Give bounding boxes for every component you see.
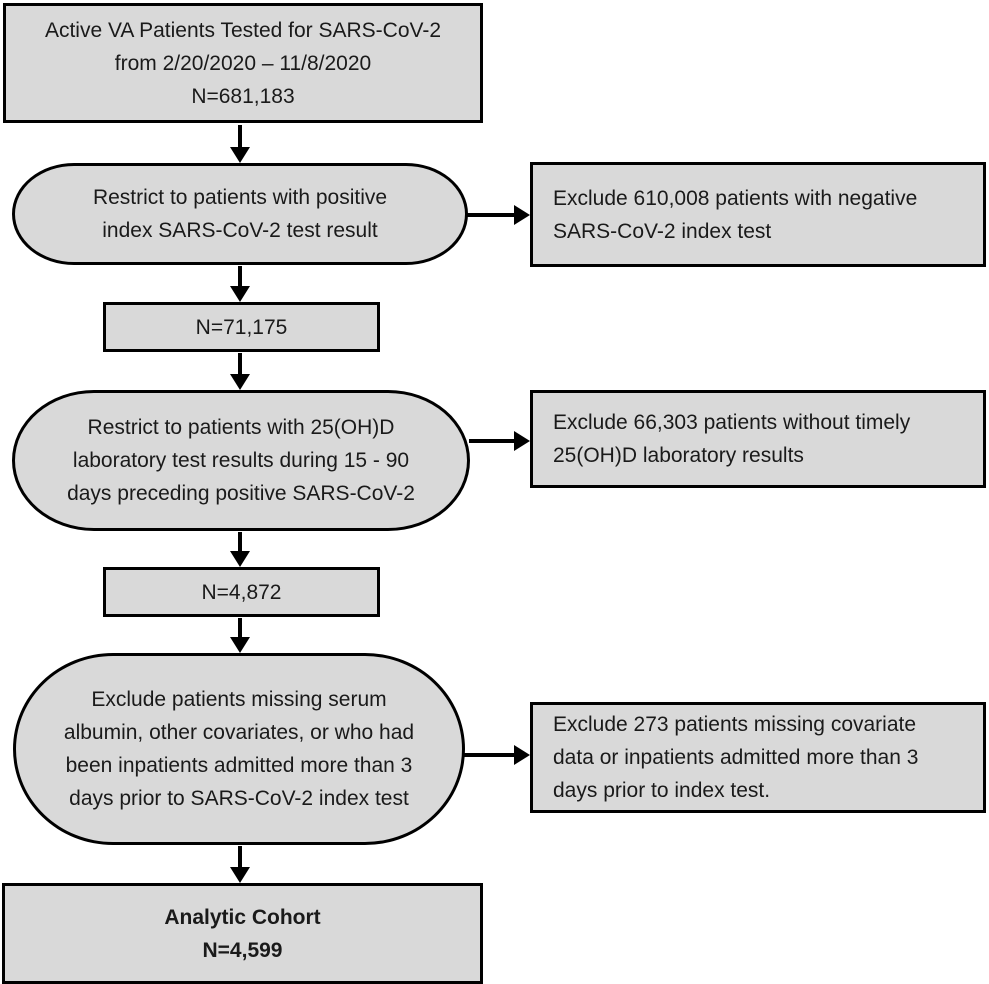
arrow-shaft (238, 266, 242, 288)
node-exclude-missing-line1: Exclude patients missing serum (91, 688, 387, 711)
node-restrict-vitd-line2: laboratory test results during 15 - 90 (72, 449, 410, 472)
node-exclude-missing-line3: been inpatients admitted more than 3 (65, 754, 413, 777)
arrow-restrict-vitd-to-n2 (230, 532, 250, 567)
node-restrict-positive-line2: index SARS-CoV-2 test result (102, 219, 378, 242)
arrowhead-right-icon (514, 431, 530, 451)
arrow-shaft (238, 532, 242, 553)
node-exclude-covariate-line1: Exclude 273 patients missing covariate (553, 713, 917, 736)
arrow-exclude-missing-to-analytic (230, 846, 250, 883)
arrowhead-right-icon (514, 745, 530, 765)
node-exclude-missing (13, 653, 465, 845)
node-exclude-covariate (530, 702, 986, 813)
arrowhead-down-icon (230, 147, 250, 163)
node-exclude-negative-line1: Exclude 610,008 patients with negative (553, 186, 918, 210)
node-exclude-no-vitd-line2: 25(OH)D laboratory results (553, 444, 804, 467)
node-analytic-cohort-count: N=4,599 (202, 938, 283, 962)
node-restrict-vitd-line3: days preceding positive SARS-CoV-2 (67, 482, 415, 505)
node-analytic-cohort (2, 883, 483, 984)
node-start-count: N=681,183 (191, 84, 295, 108)
arrow-n2-to-exclude-missing (230, 618, 250, 653)
arrowhead-down-icon (230, 286, 250, 302)
node-restrict-vitd-line1: Restrict to patients with 25(OH)D (87, 416, 395, 439)
arrowhead-down-icon (230, 374, 250, 390)
arrow-shaft (238, 846, 242, 869)
node-exclude-covariate-line2: data or inpatients admitted more than 3 (553, 746, 919, 769)
node-count-4872-value: N=4,872 (201, 580, 282, 604)
node-restrict-positive-line1: Restrict to patients with positive (92, 186, 388, 209)
node-restrict-positive (12, 163, 468, 265)
node-analytic-cohort-title: Analytic Cohort (164, 905, 321, 929)
arrow-shaft (467, 213, 516, 217)
node-count-71175-value: N=71,175 (195, 315, 288, 339)
arrow-start-to-restrict-positive (230, 125, 250, 163)
arrow-shaft (469, 439, 516, 443)
node-exclude-covariate-line3: days prior to index test. (553, 779, 771, 802)
arrow-n1-to-restrict-vitd (230, 353, 250, 390)
arrowhead-down-icon (230, 867, 250, 883)
arrowhead-down-icon (230, 637, 250, 653)
node-restrict-vitd (12, 390, 470, 531)
node-start-population (3, 3, 483, 123)
node-exclude-no-vitd (530, 390, 986, 488)
node-exclude-negative-line2: SARS-CoV-2 index test (553, 219, 772, 243)
node-count-71175 (103, 302, 380, 352)
arrow-shaft (238, 618, 242, 639)
node-start-line2: from 2/20/2020 – 11/8/2020 (114, 51, 372, 75)
node-count-4872 (103, 567, 380, 617)
node-exclude-no-vitd-line1: Exclude 66,303 patients without timely (553, 411, 911, 434)
node-exclude-missing-line4: days prior to SARS-CoV-2 index test (69, 787, 409, 810)
arrow-restrict-positive-to-n1 (230, 266, 250, 302)
node-start-line1: Active VA Patients Tested for SARS-CoV-2 (44, 18, 442, 42)
arrow-restrict-positive-to-exclude-negative (467, 205, 530, 225)
arrow-shaft (238, 125, 242, 149)
arrow-restrict-vitd-to-exclude-no-vitd (469, 431, 530, 451)
arrowhead-down-icon (230, 551, 250, 567)
node-exclude-missing-line2: albumin, other covariates, or who had (63, 721, 415, 744)
arrowhead-right-icon (514, 205, 530, 225)
arrow-shaft (464, 753, 516, 757)
arrow-shaft (238, 353, 242, 376)
arrow-exclude-missing-to-exclude-covariate (464, 745, 530, 765)
node-exclude-negative (530, 162, 986, 267)
